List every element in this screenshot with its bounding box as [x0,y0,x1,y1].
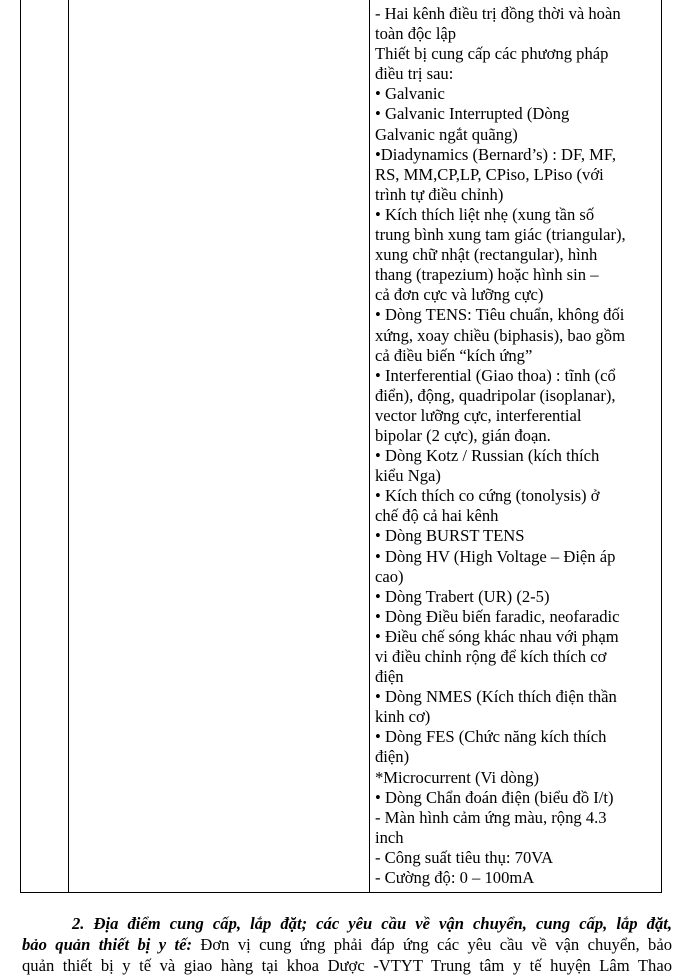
spec-line: - Công suất tiêu thụ: 70VA [375,847,554,867]
spec-line: • Dòng NMES (Kích thích điện thần [375,687,617,707]
spec-line: xứng, xoay chiều (biphasis), bao gồm [375,325,626,345]
specification-text [370,0,661,888]
spec-line: • Dòng FES (Chức năng kích thích [375,727,607,747]
spec-line: inch [375,827,404,847]
spec-line: • Galvanic [375,84,445,104]
spec-line: • Dòng BURST TENS [375,526,525,546]
spec-line: điện) [375,747,410,767]
spec-line: trung bình xung tam giác (triangular), [375,225,626,245]
spec-line: cao) [375,566,404,586]
section-2-paragraph [22,913,672,976]
table-cell-name [69,0,370,893]
spec-line: bipolar (2 cực), gián đoạn. [375,425,551,445]
spec-line: Galvanic ngắt quãng) [375,124,518,144]
section-2-heading: 2. Địa điểm cung cấp, lắp đặt; các yêu cầu về vận chuyển, cung cấp, lắp đặt, [72,914,672,933]
spec-line: chế độ cả hai kênh [375,506,499,526]
spec-line: •Diadynamics (Bernard’s) : DF, MF, [375,144,616,164]
spec-line: - Màn hình cảm ứng màu, rộng 4.3 [375,807,607,827]
spec-line: điển), động, quadripolar (isoplanar), [375,385,616,405]
spec-line: kinh cơ) [375,707,431,727]
spec-line: • Dòng Điều biến faradic, neofaradic [375,606,620,626]
spec-line: RS, MM,CP,LP, CPiso, LPiso (với [375,164,604,184]
spec-line: • Điều chế sóng khác nhau với phạm [375,626,619,646]
spec-line: - Hai kênh điều trị đồng thời và hoàn [375,4,621,23]
spec-line: Thiết bị cung cấp các phương pháp [375,44,609,64]
spec-line: trình tự điều chỉnh) [375,184,504,204]
section-2-line-2 [22,934,672,955]
table-row [21,0,662,893]
table-cell-index [21,0,69,893]
section-2-line-3: quản thiết bị y tế và giao hàng tại khoa Dược -VTYT Trung tâm y tế huyện Lâm Thao [22,956,672,975]
section-2-heading-continued: bảo quản thiết bị y tế: [22,935,193,954]
spec-line: vi điều chỉnh rộng để kích thích cơ [375,647,607,666]
section-2-body-start: Đơn vị cung ứng phải đáp ứng các yêu cầu về vận chuyển, bảo [192,935,672,954]
spec-line: cả đơn cực và lưỡng cực) [375,285,544,305]
spec-line: xung chữ nhật (rectangular), hình [375,245,598,265]
spec-line: • Dòng HV (High Voltage – Điện áp [375,546,616,566]
table-cell-specification [370,0,662,893]
spec-line: toàn độc lập [375,24,457,44]
spec-line: điều trị sau: [375,64,454,84]
spec-line: vector lưỡng cực, interferential [375,405,582,425]
spec-line: • Galvanic Interrupted (Dòng [375,104,570,124]
spec-line: • Dòng TENS: Tiêu chuẩn, không đối [375,305,625,325]
spec-line: • Dòng Trabert (UR) (2-5) [375,586,550,606]
spec-table [20,0,662,893]
spec-line: thang (trapezium) hoặc hình sin – [375,265,599,285]
spec-line: - Cường độ: 0 – 100mA [375,868,535,888]
spec-line: *Microcurrent (Vi dòng) [375,767,539,787]
spec-line: cả điều biến “kích ứng” [375,345,533,365]
spec-line: • Dòng Kotz / Russian (kích thích [375,446,600,466]
spec-line: điện [375,667,404,687]
spec-line: • Interferential (Giao thoa) : tĩnh (cổ [375,365,616,385]
spec-line: • Kích thích liệt nhẹ (xung tần số [375,204,595,224]
spec-line: • Dòng Chẩn đoán điện (biểu đồ I/t) [375,787,614,807]
spec-line: kiểu Nga) [375,466,441,486]
spec-line: • Kích thích co cứng (tonolysis) ở [375,486,600,506]
